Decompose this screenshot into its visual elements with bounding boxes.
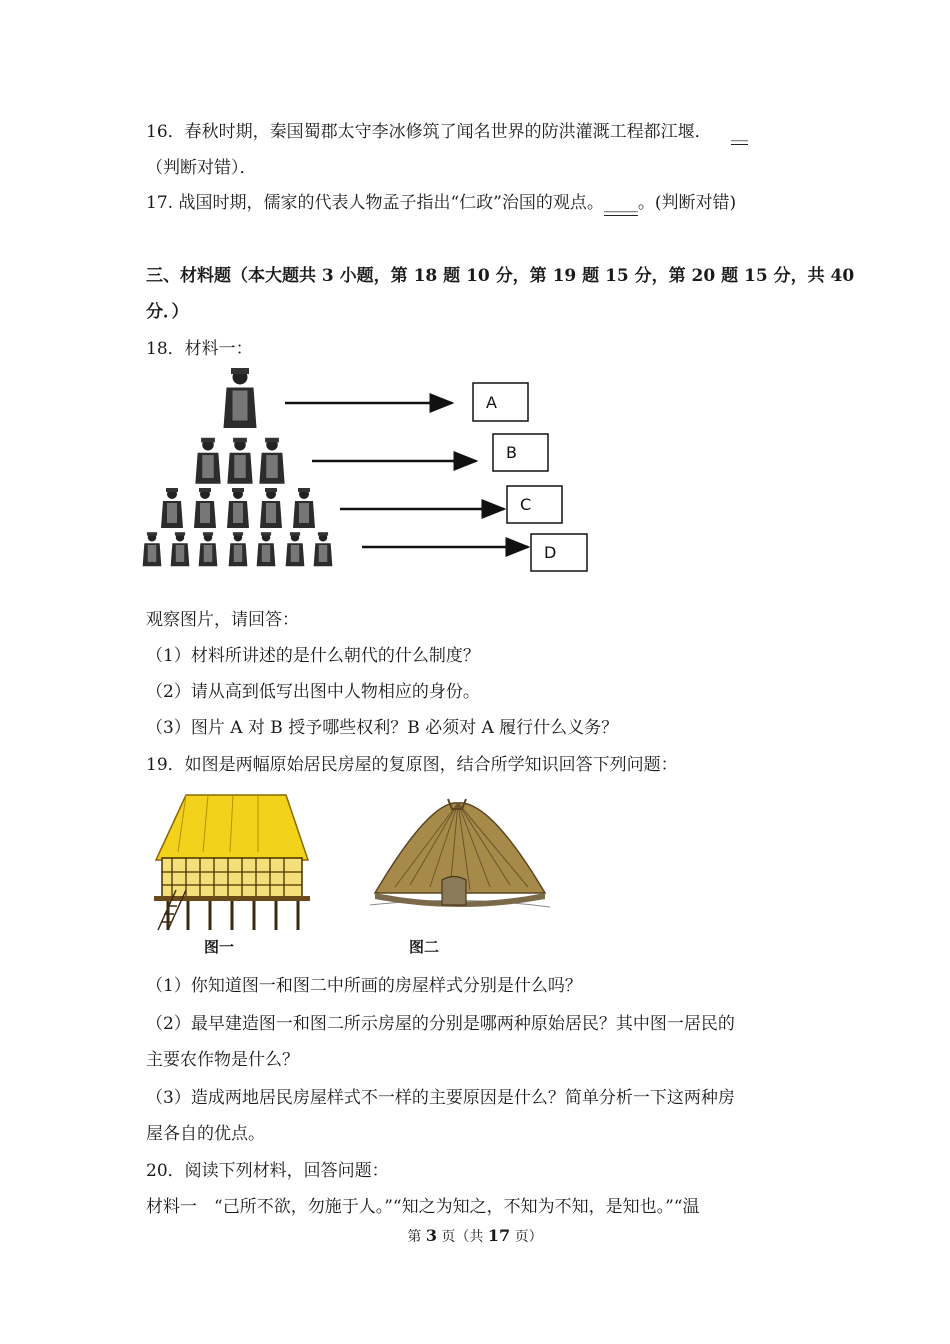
soldier-figures bbox=[143, 532, 333, 566]
box-c bbox=[507, 486, 562, 523]
q16-text: 16．春秋时期，秦国蜀郡太守李冰修筑了闻名世界的防洪灌溉工程都江堰． bbox=[146, 122, 712, 142]
fig2-caption: 图二 bbox=[409, 938, 440, 956]
total-pages: 17 bbox=[487, 1226, 511, 1245]
q19-sub2-line1: （2）最早建造图一和图二所示房屋的分别是哪两种原始居民？其中图一居民的 bbox=[146, 1014, 735, 1034]
footer-prefix: 第 bbox=[407, 1229, 426, 1245]
q18-sub2: （2）请从高到低写出图中人物相应的身份。 bbox=[146, 682, 480, 702]
stilt-house-illustration bbox=[148, 790, 318, 940]
box-b-label: B bbox=[506, 443, 517, 462]
q20-title: 20．阅读下列材料，回答问题： bbox=[146, 1161, 389, 1181]
q18-title: 18．材料一： bbox=[146, 339, 253, 359]
section3-heading-line1: 三、材料题（本大题共 3 小题，第 18 题 10 分，第 19 题 15 分，第 20 题 15 分，共 40 bbox=[146, 266, 855, 286]
q16-line1 bbox=[146, 120, 748, 145]
box-d bbox=[531, 534, 587, 571]
q18-sub3: （3）图片 A 对 B 授予哪些权利？B 必须对 A 履行什么义务？ bbox=[146, 718, 619, 738]
minister-figures bbox=[161, 488, 315, 528]
box-a-label: A bbox=[486, 393, 497, 412]
q19-sub3-line1: （3）造成两地居民房屋样式不一样的主要原因是什么？简单分析一下这两种房 bbox=[146, 1088, 735, 1108]
q17-line bbox=[146, 191, 736, 216]
page-footer bbox=[0, 1226, 950, 1246]
round-hut-illustration bbox=[370, 795, 550, 925]
king-figure bbox=[224, 368, 257, 428]
q17-text: 17. 战国时期，儒家的代表人物孟子指出“仁政”治国的观点。 bbox=[146, 193, 604, 213]
q19-sub2-line2: 主要农作物是什么？ bbox=[146, 1050, 299, 1070]
q17-suffix: 。(判断对错) bbox=[637, 193, 737, 213]
feudal-hierarchy-diagram bbox=[140, 368, 600, 578]
box-b bbox=[493, 434, 548, 471]
footer-suffix: 页） bbox=[510, 1229, 543, 1245]
section3-heading-line2: 分．） bbox=[146, 302, 189, 322]
footer-middle: 页（共 bbox=[436, 1229, 488, 1245]
q16-line2: （判断对错）． bbox=[146, 158, 257, 178]
q19-sub1: （1）你知道图一和图二中所画的房屋样式分别是什么吗？ bbox=[146, 976, 582, 996]
box-c-label: C bbox=[520, 495, 532, 514]
box-d-label: D bbox=[544, 543, 557, 562]
box-a bbox=[473, 383, 528, 421]
q19-sub3-line2: 屋各自的优点。 bbox=[146, 1124, 265, 1144]
q16-answer-blank[interactable]: __ bbox=[731, 120, 748, 145]
q17-answer-blank[interactable]: ____ bbox=[604, 191, 638, 216]
q19-title: 19．如图是两幅原始居民房屋的复原图，结合所学知识回答下列问题： bbox=[146, 755, 678, 775]
q20-material1: 材料一 “己所不欲，勿施于人。”“知之为知之，不知为不知，是知也。”“温 bbox=[146, 1197, 700, 1217]
fig1-caption: 图一 bbox=[204, 938, 235, 956]
q18-sub1: （1）材料所讲述的是什么朝代的什么制度？ bbox=[146, 646, 480, 666]
noble-figures bbox=[195, 438, 284, 484]
page-number: 3 bbox=[425, 1226, 437, 1245]
q18-observe: 观察图片，请回答： bbox=[146, 610, 299, 630]
